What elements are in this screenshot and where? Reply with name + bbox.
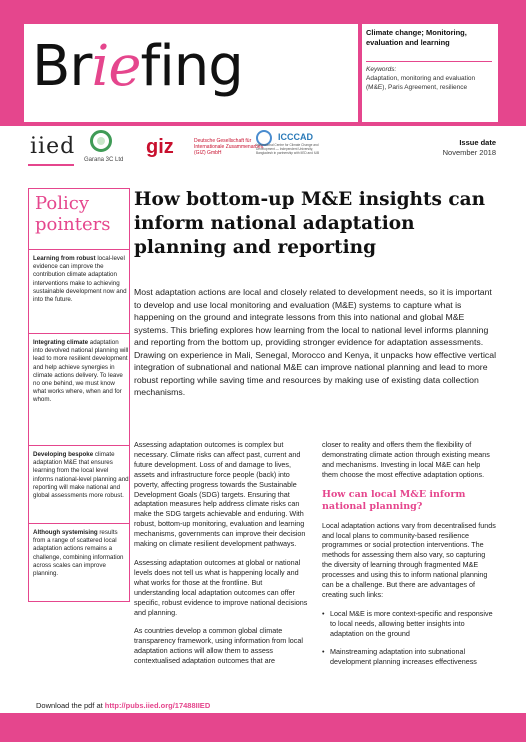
list-item: • Local M&E is more context-specific and responsive to local needs, allowing better insights into adaptation on the ground xyxy=(322,609,496,639)
body-paragraph: As countries develop a common global climate transparency framework, using information from local adaptation actions will allow them to assess contextualised adaptation outcomes that are xyxy=(134,626,303,666)
policy-pointer: Integrating climate adaptation into devolved national planning will lead to more resilient development and help achieve synergies in climate actions delivery. To leave no one behind, we must know what works where, when and for whom. xyxy=(33,339,129,404)
garana-logo-icon xyxy=(90,130,112,152)
series-divider xyxy=(366,61,492,62)
body-paragraph: Assessing adaptation outcomes at global or national levels does not tell us what is happening locally and what works for those at the frontline. But understanding local adaptation outcomes can offer specific, robust evidence to improve national decisions and planning. xyxy=(134,557,308,617)
keywords-label: Keywords: xyxy=(366,66,397,73)
brand-accent: ie xyxy=(91,34,141,99)
iied-logo: iied xyxy=(30,134,76,159)
pointer-divider xyxy=(29,249,129,250)
keywords-text: Adaptation, monitoring and evaluation (M&E), Paris Agreement, resilience xyxy=(366,75,476,91)
pointer-divider xyxy=(29,523,129,524)
download-prefix: Download the pdf at xyxy=(36,701,105,710)
briefing-logo xyxy=(32,30,243,104)
body-column-1 xyxy=(134,440,308,675)
brand-prefix: Br xyxy=(32,34,92,99)
pointer-divider xyxy=(29,445,129,446)
series-label: Climate change; Monitoring, evaluation and learning xyxy=(366,28,467,47)
icccad-logo-text: International Centre for Climate Change and Development — Independent University, Bangladesh in partnership with IIED and IUB xyxy=(256,143,320,155)
policy-pointer: Although systemising results from a range of scattered local adaptation actions remains a challenge, combining information across scales can improve planning. xyxy=(33,529,124,578)
policy-pointer: Learning from robust local-level evidence can improve the contribution climate adaptation interventions make to achieving sustainable development now and into the future. xyxy=(33,255,127,304)
issue-date-label: Issue date xyxy=(459,138,496,147)
pointer-divider xyxy=(29,333,129,334)
brand-suffix: fing xyxy=(140,34,243,99)
icccad-logo: ICCCAD xyxy=(278,132,313,142)
lead-paragraph: Most adaptation actions are local and closely related to development needs, so it is important to develop and use local monitoring and evaluation (M&E) systems to capture what is happening on the ground and integrate lessons from this into national and global M&E systems. This briefing explores how learning from the local to national level informs planning and reporting from the bottom up, providing stronger evidence for adaptation assessments. Drawing on experience in Mali, Senegal, Morocco and Kenya, it unpacks how effective vertical integration of subnational and national M&E can improve national planning and lead to more robust reporting while saving time and resources by making use of existing data collection mechanisms. xyxy=(134,287,497,397)
partner-logos xyxy=(24,126,498,174)
garana-logo-text: Garana 3C Ltd xyxy=(84,157,124,163)
policy-pointers-box xyxy=(28,188,130,602)
issue-date-value: November 2018 xyxy=(442,148,496,157)
body-paragraph: closer to reality and offers them the flexibility of demonstrating climate action through existing means and mechanisms. Investing in local M&E can help them choose the most effective adaptation options. xyxy=(322,440,490,479)
series-info-panel xyxy=(362,24,498,122)
section-heading: How can local M&E inform national planning? xyxy=(322,488,466,512)
download-note xyxy=(36,701,210,710)
policy-pointers-title-line1: Policy xyxy=(35,193,89,214)
body-paragraph: Assessing adaptation outcomes is complex but necessary. Climate risks can affect past, current and future development. Loss of and damage to lives, assets and infrastructure force people (back) into poverty, affecting progress towards the Sustainable Development Goals (SDG) targets. Ensuring that adaptation measures help address climate risks can make the SDG targets achievable and enduring. With robust, bottom-up monitoring, evaluation and learning mechanisms, governments can improve their decision making on climate resilient development pathways. xyxy=(134,440,306,549)
footer-band xyxy=(0,713,526,742)
advantages-list xyxy=(322,609,496,667)
download-link[interactable]: http://pubs.iied.org/17488IIED xyxy=(104,701,211,710)
briefing-title: How bottom-up M&E insights can inform national adaptation planning and reporting xyxy=(134,189,486,258)
body-paragraph: Local adaptation actions vary from decentralised funds and local plans to community-based resilience programmes or social protection interventions. The methods for assessing them also vary, so capturing the diversity of learning through fragmented M&E processes and using this to inform national planning can be a challenge. But there are advantages of creating such links: xyxy=(322,520,496,599)
policy-pointers-title xyxy=(35,193,110,235)
policy-pointers-title-line2: pointers xyxy=(35,214,111,235)
iied-logo-underline xyxy=(28,164,74,166)
body-column-2 xyxy=(322,440,496,674)
list-item: • Mainstreaming adaptation into subnational development planning increases effectiveness xyxy=(322,647,496,667)
giz-logo: giz xyxy=(146,136,174,158)
policy-pointer: Developing bespoke climate adaptation M&E that ensures learning from the local level informs national-level planning and reporting will make national and global assessments more robust. xyxy=(33,451,129,500)
giz-logo-text: Deutsche Gesellschaft für Internationale Zusammenarbeit (GIZ) GmbH xyxy=(194,138,264,156)
